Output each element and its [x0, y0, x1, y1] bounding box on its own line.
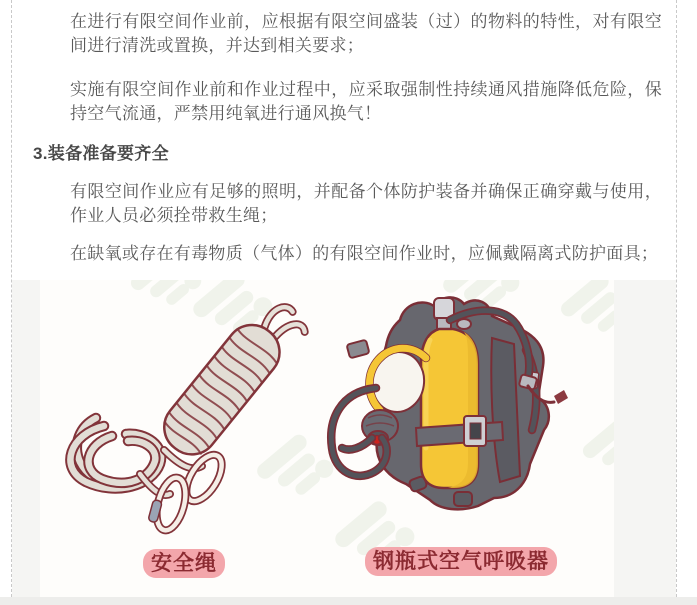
label-air-respirator: 钢瓶式空气呼吸器 — [365, 547, 557, 576]
paragraph-cleaning-replacement: 在进行有限空间作业前，应根据有限空间盛装（过）的物料的特性，对有限空间进行清洗或置换，并达到相关要求； — [70, 12, 662, 55]
paragraph-mask: 在缺氧或存在有毒物质（气体）的有限空间作业时，应佩戴隔离式防护面具； — [70, 244, 659, 263]
article-card — [11, 0, 677, 597]
page-bottom-strip — [0, 597, 697, 605]
article-text-block — [12, 0, 676, 266]
section-heading-equipment: 3.装备准备要齐全 — [33, 144, 169, 163]
air-respirator-illustration — [331, 297, 568, 509]
safety-rope-illustration — [70, 291, 310, 534]
figure-band — [12, 280, 676, 597]
paragraph-lighting-ppe: 有限空间作业应有足够的照明，并配备个体防护装备并确保正确穿戴与使用，作业人员必须拴带救生绳； — [70, 182, 662, 225]
paragraph-ventilation: 实施有限空间作业前和作业过程中，应采取强制性持续通风措施降低危险，保持空气流通，严禁用纯氧进行通风换气！ — [70, 80, 662, 123]
carabiner-icon — [147, 473, 191, 533]
label-safety-rope: 安全绳 — [143, 549, 225, 578]
equipment-illustration — [40, 280, 614, 597]
